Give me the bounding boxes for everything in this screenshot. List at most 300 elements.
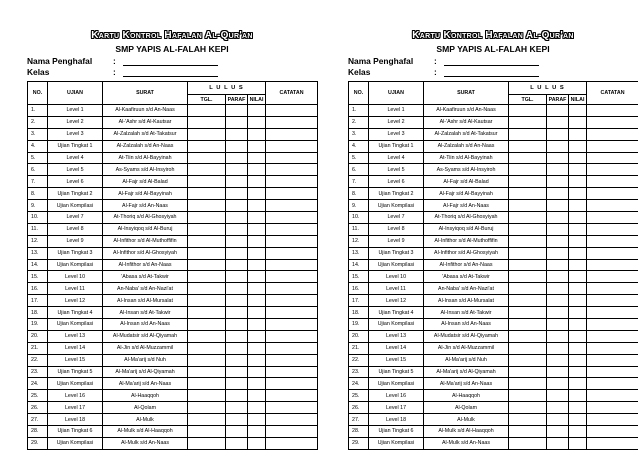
row-paraf-cell[interactable] — [226, 283, 248, 295]
row-number: 8. — [28, 188, 48, 200]
row-tgl-cell[interactable] — [188, 307, 226, 319]
row-paraf-cell[interactable] — [226, 354, 248, 366]
row-tgl-cell[interactable] — [509, 200, 547, 212]
row-number: 6. — [349, 164, 369, 176]
row-tgl-cell[interactable] — [509, 402, 547, 414]
row-catatan-cell[interactable] — [266, 212, 318, 224]
row-nilai-cell[interactable] — [248, 319, 266, 331]
row-tgl-cell[interactable] — [188, 188, 226, 200]
row-tgl-cell[interactable] — [188, 200, 226, 212]
row-nilai-cell[interactable] — [248, 437, 266, 449]
row-catatan-cell[interactable] — [266, 176, 318, 188]
row-tgl-cell[interactable] — [188, 235, 226, 247]
control-card-left — [27, 30, 317, 450]
row-nilai-cell[interactable] — [569, 200, 587, 212]
row-number: 24. — [28, 378, 48, 390]
table-row — [349, 152, 638, 164]
row-tgl-cell[interactable] — [188, 319, 226, 331]
row-nilai-cell[interactable] — [248, 402, 266, 414]
row-tgl-cell[interactable] — [188, 342, 226, 354]
row-paraf-cell[interactable] — [547, 247, 569, 259]
row-surat: Al-Ma'arij s/d Al-Qiyamah — [103, 366, 188, 378]
row-paraf-cell[interactable] — [226, 247, 248, 259]
row-number: 20. — [349, 330, 369, 342]
row-tgl-cell[interactable] — [188, 152, 226, 164]
row-tgl-cell[interactable] — [509, 319, 547, 331]
row-catatan-cell[interactable] — [266, 402, 318, 414]
row-ujian: Ujian Tingkat 5 — [369, 366, 424, 378]
row-nilai-cell[interactable] — [569, 342, 587, 354]
row-ujian: Level 17 — [369, 402, 424, 414]
row-paraf-cell[interactable] — [547, 402, 569, 414]
row-catatan-cell[interactable] — [587, 188, 638, 200]
row-tgl-cell[interactable] — [509, 188, 547, 200]
row-nilai-cell[interactable] — [569, 366, 587, 378]
row-number: 17. — [28, 295, 48, 307]
row-paraf-cell[interactable] — [226, 128, 248, 140]
row-tgl-cell[interactable] — [188, 426, 226, 438]
class-blank-line[interactable] — [444, 67, 539, 77]
row-paraf-cell[interactable] — [226, 105, 248, 117]
row-nilai-cell[interactable] — [569, 378, 587, 390]
row-tgl-cell[interactable] — [188, 283, 226, 295]
row-paraf-cell[interactable] — [226, 437, 248, 449]
name-blank-line[interactable] — [444, 56, 539, 66]
row-nilai-cell[interactable] — [569, 212, 587, 224]
card-title: Kartu Kontrol Hafalan Al-Qur'an — [91, 30, 253, 41]
row-nilai-cell[interactable] — [569, 307, 587, 319]
row-catatan-cell[interactable] — [266, 116, 318, 128]
row-tgl-cell[interactable] — [509, 378, 547, 390]
row-number: 15. — [349, 271, 369, 283]
row-catatan-cell[interactable] — [266, 271, 318, 283]
row-paraf-cell[interactable] — [547, 307, 569, 319]
row-tgl-cell[interactable] — [188, 271, 226, 283]
row-number: 24. — [349, 378, 369, 390]
row-catatan-cell[interactable] — [587, 414, 638, 426]
table-row — [28, 366, 318, 378]
row-catatan-cell[interactable] — [266, 330, 318, 342]
row-surat: Al-Fajr s/d An-Naas — [103, 200, 188, 212]
row-catatan-cell[interactable] — [587, 426, 638, 438]
row-catatan-cell[interactable] — [587, 295, 638, 307]
row-nilai-cell[interactable] — [248, 188, 266, 200]
row-paraf-cell[interactable] — [226, 402, 248, 414]
row-catatan-cell[interactable] — [266, 307, 318, 319]
row-ujian: Level 10 — [48, 271, 103, 283]
row-tgl-cell[interactable] — [509, 128, 547, 140]
row-tgl-cell[interactable] — [188, 402, 226, 414]
row-paraf-cell[interactable] — [547, 200, 569, 212]
row-catatan-cell[interactable] — [266, 152, 318, 164]
row-tgl-cell[interactable] — [509, 247, 547, 259]
row-paraf-cell[interactable] — [547, 426, 569, 438]
row-number: 29. — [349, 437, 369, 449]
row-tgl-cell[interactable] — [188, 330, 226, 342]
row-catatan-cell[interactable] — [266, 105, 318, 117]
row-ujian: Level 11 — [369, 283, 424, 295]
row-catatan-cell[interactable] — [266, 188, 318, 200]
row-catatan-cell[interactable] — [266, 283, 318, 295]
row-number: 28. — [349, 426, 369, 438]
row-tgl-cell[interactable] — [509, 390, 547, 402]
row-catatan-cell[interactable] — [587, 176, 638, 188]
row-paraf-cell[interactable] — [226, 390, 248, 402]
row-nilai-cell[interactable] — [569, 116, 587, 128]
row-tgl-cell[interactable] — [188, 164, 226, 176]
row-surat: Al-Fajr s/d Al-Bayyinah — [424, 188, 509, 200]
row-catatan-cell[interactable] — [266, 259, 318, 271]
row-tgl-cell[interactable] — [509, 354, 547, 366]
row-number: 11. — [28, 223, 48, 235]
row-nilai-cell[interactable] — [248, 200, 266, 212]
row-tgl-cell[interactable] — [509, 212, 547, 224]
row-catatan-cell[interactable] — [266, 426, 318, 438]
row-nilai-cell[interactable] — [248, 366, 266, 378]
row-catatan-cell[interactable] — [266, 295, 318, 307]
row-catatan-cell[interactable] — [587, 200, 638, 212]
row-tgl-cell[interactable] — [188, 390, 226, 402]
row-nilai-cell[interactable] — [248, 259, 266, 271]
row-nilai-cell[interactable] — [569, 223, 587, 235]
row-catatan-cell[interactable] — [266, 378, 318, 390]
row-surat: Al-'Ashr s/d Al-Kautsar — [424, 116, 509, 128]
progress-table — [27, 81, 318, 450]
table-row — [349, 295, 638, 307]
row-nilai-cell[interactable] — [569, 105, 587, 117]
row-paraf-cell[interactable] — [547, 176, 569, 188]
row-catatan-cell[interactable] — [587, 116, 638, 128]
row-tgl-cell[interactable] — [509, 259, 547, 271]
row-nilai-cell[interactable] — [569, 437, 587, 449]
row-surat: Al-Jin s/d Al-Muzzammil — [103, 342, 188, 354]
row-nilai-cell[interactable] — [569, 390, 587, 402]
row-paraf-cell[interactable] — [547, 105, 569, 117]
row-tgl-cell[interactable] — [188, 295, 226, 307]
row-nilai-cell[interactable] — [248, 128, 266, 140]
row-catatan-cell[interactable] — [587, 402, 638, 414]
row-paraf-cell[interactable] — [226, 307, 248, 319]
row-catatan-cell[interactable] — [266, 247, 318, 259]
row-nilai-cell[interactable] — [248, 152, 266, 164]
row-surat: Al-Zalzalah s/d An-Naas — [424, 140, 509, 152]
row-number: 4. — [28, 140, 48, 152]
row-paraf-cell[interactable] — [547, 295, 569, 307]
row-paraf-cell[interactable] — [547, 283, 569, 295]
row-number: 3. — [28, 128, 48, 140]
row-tgl-cell[interactable] — [188, 105, 226, 117]
row-tgl-cell[interactable] — [188, 354, 226, 366]
row-paraf-cell[interactable] — [226, 366, 248, 378]
row-nilai-cell[interactable] — [569, 235, 587, 247]
row-surat: Al-Mulk — [424, 414, 509, 426]
row-nilai-cell[interactable] — [248, 140, 266, 152]
row-catatan-cell[interactable] — [266, 366, 318, 378]
row-tgl-cell[interactable] — [509, 223, 547, 235]
row-tgl-cell[interactable] — [188, 378, 226, 390]
row-catatan-cell[interactable] — [587, 223, 638, 235]
row-paraf-cell[interactable] — [226, 140, 248, 152]
row-number: 10. — [349, 212, 369, 224]
row-catatan-cell[interactable] — [587, 140, 638, 152]
row-catatan-cell[interactable] — [587, 105, 638, 117]
row-catatan-cell[interactable] — [587, 283, 638, 295]
row-nilai-cell[interactable] — [248, 354, 266, 366]
row-tgl-cell[interactable] — [188, 247, 226, 259]
table-row — [28, 259, 318, 271]
row-catatan-cell[interactable] — [266, 319, 318, 331]
row-catatan-cell[interactable] — [266, 200, 318, 212]
row-paraf-cell[interactable] — [226, 188, 248, 200]
row-paraf-cell[interactable] — [547, 437, 569, 449]
row-nilai-cell[interactable] — [248, 164, 266, 176]
row-ujian: Level 2 — [369, 116, 424, 128]
row-surat: Al-Fajr s/d Al-Bayyinah — [103, 188, 188, 200]
row-surat: At-Thoriq s/d Al-Ghosyiyah — [424, 212, 509, 224]
row-tgl-cell[interactable] — [188, 223, 226, 235]
row-tgl-cell[interactable] — [509, 164, 547, 176]
row-tgl-cell[interactable] — [188, 259, 226, 271]
row-nilai-cell[interactable] — [569, 176, 587, 188]
row-nilai-cell[interactable] — [248, 342, 266, 354]
row-catatan-cell[interactable] — [587, 378, 638, 390]
row-tgl-cell[interactable] — [188, 128, 226, 140]
row-catatan-cell[interactable] — [587, 330, 638, 342]
row-surat: As-Syams s/d Al-Insyiroh — [424, 164, 509, 176]
row-paraf-cell[interactable] — [226, 378, 248, 390]
table-row — [28, 116, 318, 128]
row-paraf-cell[interactable] — [226, 116, 248, 128]
row-tgl-cell[interactable] — [188, 176, 226, 188]
row-tgl-cell[interactable] — [188, 366, 226, 378]
row-nilai-cell[interactable] — [248, 116, 266, 128]
table-row — [349, 437, 638, 449]
row-nilai-cell[interactable] — [248, 212, 266, 224]
row-nilai-cell[interactable] — [248, 176, 266, 188]
row-tgl-cell[interactable] — [509, 437, 547, 449]
row-tgl-cell[interactable] — [509, 366, 547, 378]
row-tgl-cell[interactable] — [509, 116, 547, 128]
row-catatan-cell[interactable] — [587, 128, 638, 140]
row-paraf-cell[interactable] — [226, 426, 248, 438]
table-row — [28, 342, 318, 354]
table-row — [28, 354, 318, 366]
table-row — [28, 402, 318, 414]
row-tgl-cell[interactable] — [509, 295, 547, 307]
row-paraf-cell[interactable] — [547, 235, 569, 247]
row-surat: Al-Ma'arij s/d Al-Qiyamah — [424, 366, 509, 378]
row-surat: Al-Insan s/d Al-Mursalat — [103, 295, 188, 307]
row-paraf-cell[interactable] — [226, 152, 248, 164]
row-number: 1. — [28, 105, 48, 117]
row-paraf-cell[interactable] — [226, 176, 248, 188]
row-catatan-cell[interactable] — [587, 319, 638, 331]
row-nilai-cell[interactable] — [248, 247, 266, 259]
row-catatan-cell[interactable] — [266, 128, 318, 140]
row-tgl-cell[interactable] — [188, 437, 226, 449]
row-paraf-cell[interactable] — [547, 330, 569, 342]
row-paraf-cell[interactable] — [226, 271, 248, 283]
row-catatan-cell[interactable] — [587, 247, 638, 259]
row-nilai-cell[interactable] — [248, 223, 266, 235]
row-catatan-cell[interactable] — [587, 342, 638, 354]
row-paraf-cell[interactable] — [547, 414, 569, 426]
row-catatan-cell[interactable] — [266, 342, 318, 354]
row-tgl-cell[interactable] — [188, 212, 226, 224]
row-nilai-cell[interactable] — [569, 330, 587, 342]
row-nilai-cell[interactable] — [569, 283, 587, 295]
row-nilai-cell[interactable] — [569, 354, 587, 366]
table-row — [28, 200, 318, 212]
row-catatan-cell[interactable] — [587, 152, 638, 164]
row-catatan-cell[interactable] — [587, 259, 638, 271]
row-nilai-cell[interactable] — [248, 105, 266, 117]
row-nilai-cell[interactable] — [569, 164, 587, 176]
row-nilai-cell[interactable] — [569, 128, 587, 140]
row-catatan-cell[interactable] — [266, 164, 318, 176]
row-ujian: Level 1 — [48, 105, 103, 117]
row-catatan-cell[interactable] — [587, 390, 638, 402]
table-row — [349, 247, 638, 259]
class-colon: : — [434, 67, 437, 77]
row-tgl-cell[interactable] — [188, 116, 226, 128]
row-paraf-cell[interactable] — [226, 200, 248, 212]
row-nilai-cell[interactable] — [569, 426, 587, 438]
row-paraf-cell[interactable] — [226, 342, 248, 354]
row-paraf-cell[interactable] — [226, 330, 248, 342]
header-nilai: NILAI — [248, 95, 266, 105]
row-nilai-cell[interactable] — [248, 295, 266, 307]
row-tgl-cell[interactable] — [509, 152, 547, 164]
row-paraf-cell[interactable] — [547, 354, 569, 366]
row-surat: Al-Infithor s/d An-Naas — [103, 259, 188, 271]
row-paraf-cell[interactable] — [547, 164, 569, 176]
row-paraf-cell[interactable] — [547, 223, 569, 235]
row-nilai-cell[interactable] — [569, 188, 587, 200]
row-surat: Al-Mulk — [103, 414, 188, 426]
header-tgl: TGL. — [188, 95, 226, 105]
row-surat: Al-Mulk s/d An-Naas — [103, 437, 188, 449]
row-tgl-cell[interactable] — [509, 307, 547, 319]
row-tgl-cell[interactable] — [509, 271, 547, 283]
row-nilai-cell[interactable] — [248, 235, 266, 247]
name-blank-line[interactable] — [123, 56, 218, 66]
row-paraf-cell[interactable] — [547, 152, 569, 164]
table-row — [349, 330, 638, 342]
row-catatan-cell[interactable] — [587, 437, 638, 449]
row-nilai-cell[interactable] — [248, 426, 266, 438]
row-paraf-cell[interactable] — [547, 116, 569, 128]
row-catatan-cell[interactable] — [587, 235, 638, 247]
row-catatan-cell[interactable] — [587, 212, 638, 224]
row-nilai-cell[interactable] — [569, 295, 587, 307]
row-tgl-cell[interactable] — [188, 414, 226, 426]
row-nilai-cell[interactable] — [248, 414, 266, 426]
row-tgl-cell[interactable] — [509, 105, 547, 117]
row-nilai-cell[interactable] — [569, 247, 587, 259]
row-nilai-cell[interactable] — [569, 259, 587, 271]
row-tgl-cell[interactable] — [509, 283, 547, 295]
row-nilai-cell[interactable] — [248, 307, 266, 319]
row-catatan-cell[interactable] — [266, 140, 318, 152]
row-paraf-cell[interactable] — [547, 378, 569, 390]
row-tgl-cell[interactable] — [509, 414, 547, 426]
row-paraf-cell[interactable] — [547, 140, 569, 152]
row-surat: Al-Fajr s/d Al-Balad — [103, 176, 188, 188]
row-nilai-cell[interactable] — [248, 390, 266, 402]
row-paraf-cell[interactable] — [226, 164, 248, 176]
row-paraf-cell[interactable] — [547, 259, 569, 271]
row-paraf-cell[interactable] — [547, 319, 569, 331]
class-label: Kelas — [27, 67, 50, 77]
row-paraf-cell[interactable] — [226, 223, 248, 235]
row-nilai-cell[interactable] — [248, 330, 266, 342]
row-tgl-cell[interactable] — [509, 176, 547, 188]
row-number: 14. — [28, 259, 48, 271]
row-nilai-cell[interactable] — [569, 319, 587, 331]
row-catatan-cell[interactable] — [587, 164, 638, 176]
name-label: Nama Penghafal — [27, 56, 93, 66]
row-paraf-cell[interactable] — [226, 212, 248, 224]
row-tgl-cell[interactable] — [509, 426, 547, 438]
row-paraf-cell[interactable] — [226, 235, 248, 247]
row-number: 16. — [349, 283, 369, 295]
row-nilai-cell[interactable] — [569, 402, 587, 414]
row-catatan-cell[interactable] — [587, 354, 638, 366]
row-tgl-cell[interactable] — [509, 235, 547, 247]
row-paraf-cell[interactable] — [226, 414, 248, 426]
row-tgl-cell[interactable] — [509, 342, 547, 354]
row-catatan-cell[interactable] — [266, 235, 318, 247]
row-ujian: Level 6 — [48, 176, 103, 188]
class-blank-line[interactable] — [123, 67, 218, 77]
row-catatan-cell[interactable] — [587, 271, 638, 283]
row-tgl-cell[interactable] — [509, 330, 547, 342]
row-ujian: Level 5 — [48, 164, 103, 176]
row-catatan-cell[interactable] — [266, 437, 318, 449]
row-surat: Al-Kaafiruun s/d An-Naas — [103, 105, 188, 117]
row-nilai-cell[interactable] — [248, 271, 266, 283]
row-catatan-cell[interactable] — [266, 354, 318, 366]
row-nilai-cell[interactable] — [569, 271, 587, 283]
row-ujian: Ujian Tingkat 1 — [48, 140, 103, 152]
row-tgl-cell[interactable] — [188, 140, 226, 152]
table-row — [28, 437, 318, 449]
row-nilai-cell[interactable] — [569, 140, 587, 152]
row-paraf-cell[interactable] — [226, 319, 248, 331]
row-nilai-cell[interactable] — [569, 414, 587, 426]
row-catatan-cell[interactable] — [587, 307, 638, 319]
row-catatan-cell[interactable] — [266, 390, 318, 402]
row-nilai-cell[interactable] — [248, 283, 266, 295]
row-paraf-cell[interactable] — [547, 188, 569, 200]
row-paraf-cell[interactable] — [226, 295, 248, 307]
row-catatan-cell[interactable] — [266, 223, 318, 235]
row-paraf-cell[interactable] — [547, 271, 569, 283]
row-nilai-cell[interactable] — [569, 152, 587, 164]
row-catatan-cell[interactable] — [587, 366, 638, 378]
row-surat: Al-Insan s/d At-Takwir — [103, 307, 188, 319]
row-paraf-cell[interactable] — [226, 259, 248, 271]
row-paraf-cell[interactable] — [547, 342, 569, 354]
row-paraf-cell[interactable] — [547, 212, 569, 224]
row-paraf-cell[interactable] — [547, 128, 569, 140]
row-nilai-cell[interactable] — [248, 378, 266, 390]
row-paraf-cell[interactable] — [547, 366, 569, 378]
row-catatan-cell[interactable] — [266, 414, 318, 426]
row-tgl-cell[interactable] — [509, 140, 547, 152]
row-paraf-cell[interactable] — [547, 390, 569, 402]
